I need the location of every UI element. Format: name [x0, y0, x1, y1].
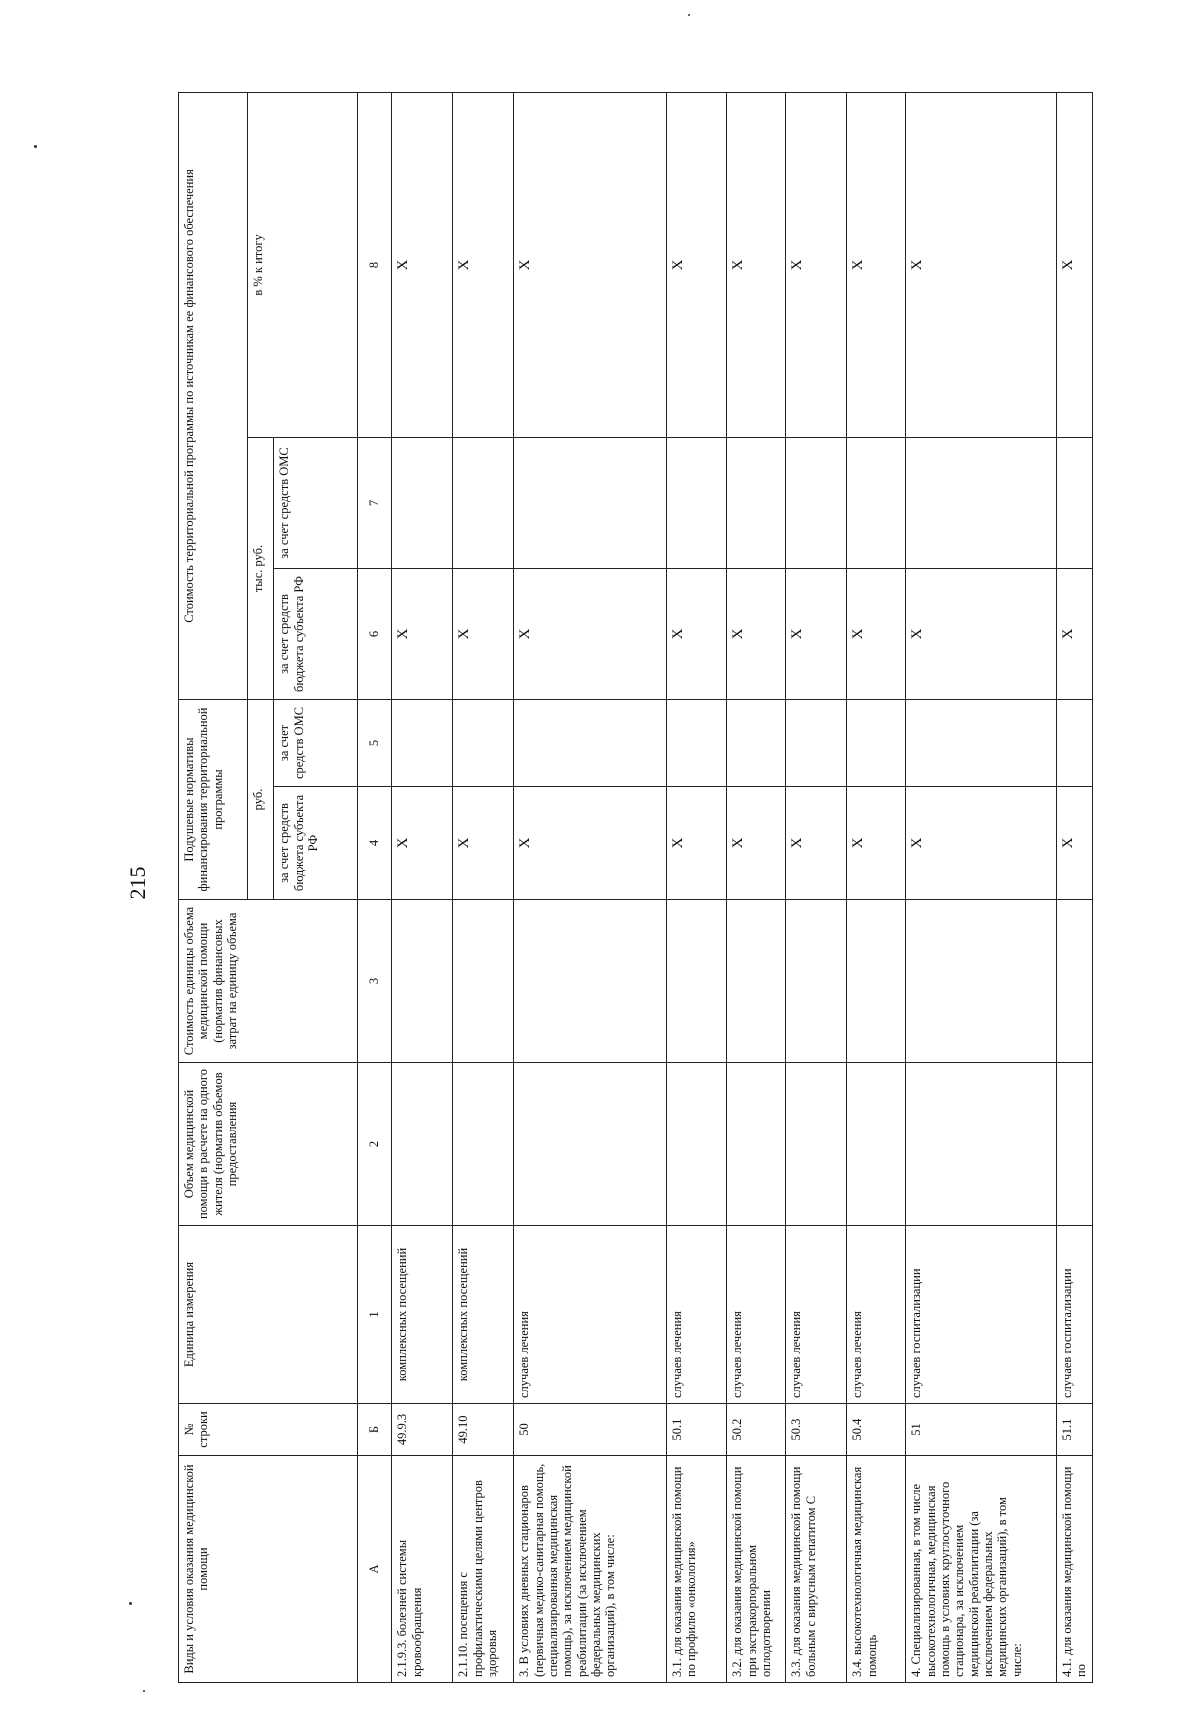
row-budget-rub-cell: X: [786, 787, 847, 900]
scan-speck: [143, 1690, 145, 1692]
row-budget-thous-cell: X: [727, 568, 786, 699]
row-oms-rub-cell: [906, 699, 1056, 786]
header-rub: руб.: [248, 699, 274, 899]
row-unit-cell: случаев госпитализации: [1056, 1226, 1092, 1404]
column-number: 2: [357, 1063, 392, 1226]
header-row-1: [179, 92, 248, 1682]
table-row: [727, 92, 786, 1682]
row-percent-cell: X: [514, 92, 666, 437]
row-type-cell: 4.1. для оказания медицинской помощи по: [1056, 1456, 1092, 1683]
row-percent-cell: X: [666, 92, 727, 437]
row-unit-cost-cell: [786, 900, 847, 1063]
row-volume-cell: [392, 1063, 453, 1226]
row-unit-cost-cell: [392, 900, 453, 1063]
row-budget-rub-cell: X: [727, 787, 786, 900]
row-volume-cell: [786, 1063, 847, 1226]
row-oms-thous-cell: [666, 437, 727, 568]
table-row: [906, 92, 1056, 1682]
table-row: [514, 92, 666, 1682]
row-oms-rub-cell: [392, 699, 453, 786]
header-col-8: в % к итогу: [248, 92, 358, 437]
row-oms-rub-cell: [1056, 699, 1092, 786]
row-budget-thous-cell: X: [906, 568, 1056, 699]
row-budget-rub-cell: X: [906, 787, 1056, 900]
row-percent-cell: X: [1056, 92, 1092, 437]
row-budget-thous-cell: X: [666, 568, 727, 699]
row-volume-cell: [453, 1063, 514, 1226]
row-percent-cell: X: [727, 92, 786, 437]
row-number-cell: 50.3: [786, 1404, 847, 1456]
row-number-cell: 49.10: [453, 1404, 514, 1456]
row-unit-cost-cell: [727, 900, 786, 1063]
header-col-6: за счет средств бюджета субъекта РФ: [274, 568, 357, 699]
row-percent-cell: X: [906, 92, 1056, 437]
row-oms-thous-cell: [514, 437, 666, 568]
row-unit-cell: комплексных посещений: [453, 1226, 514, 1404]
row-oms-thous-cell: [847, 437, 906, 568]
row-budget-thous-cell: X: [514, 568, 666, 699]
row-budget-rub-cell: X: [514, 787, 666, 900]
row-budget-rub-cell: X: [847, 787, 906, 900]
header-thous-rub: тыс. руб.: [248, 437, 274, 699]
row-volume-cell: [666, 1063, 727, 1226]
row-budget-thous-cell: X: [1056, 568, 1092, 699]
column-number-row: [357, 92, 392, 1682]
row-unit-cell: случаев лечения: [514, 1226, 666, 1404]
row-unit-cost-cell: [1056, 900, 1092, 1063]
table-row: [392, 92, 453, 1682]
column-number: 7: [357, 437, 392, 568]
row-type-cell: 3.4. высокотехнологичная медицинская помощь: [847, 1456, 906, 1683]
row-budget-thous-cell: X: [392, 568, 453, 699]
table-row: [1056, 92, 1092, 1682]
row-oms-rub-cell: [786, 699, 847, 786]
row-type-cell: 2.1.10. посещения с профилактическими целями центров здоровья: [453, 1456, 514, 1683]
header-cost-group: Стоимость территориальной программы по источникам ее финансового обеспечения: [179, 92, 248, 699]
row-budget-rub-cell: X: [666, 787, 727, 900]
row-percent-cell: X: [786, 92, 847, 437]
row-oms-thous-cell: [392, 437, 453, 568]
header-col-3: Стоимость единицы объема медицинской помощи (норматив финансовых затрат на единицу объема: [179, 900, 358, 1063]
financing-table: [178, 92, 1093, 1683]
row-volume-cell: [514, 1063, 666, 1226]
row-budget-rub-cell: X: [453, 787, 514, 900]
row-oms-rub-cell: [453, 699, 514, 786]
table-row: [666, 92, 727, 1682]
row-unit-cost-cell: [906, 900, 1056, 1063]
row-unit-cell: случаев лечения: [786, 1226, 847, 1404]
row-oms-rub-cell: [727, 699, 786, 786]
column-number: А: [357, 1456, 392, 1683]
column-number: 4: [357, 787, 392, 900]
header-per-capita-group: Подушевые нормативы финансирования территориальной программы: [179, 699, 248, 899]
row-oms-thous-cell: [786, 437, 847, 568]
column-number: 3: [357, 900, 392, 1063]
table-row: [847, 92, 906, 1682]
header-col-1: Единица измерения: [179, 1226, 358, 1404]
row-unit-cell: случаев лечения: [847, 1226, 906, 1404]
row-budget-thous-cell: X: [453, 568, 514, 699]
row-oms-rub-cell: [847, 699, 906, 786]
row-volume-cell: [847, 1063, 906, 1226]
row-number-cell: 49.9.3: [392, 1404, 453, 1456]
page-number: 215: [125, 866, 150, 900]
scan-speck: [129, 1602, 132, 1605]
row-volume-cell: [727, 1063, 786, 1226]
row-type-cell: 3. В условиях дневных стационаров (первичная медико-санитарная помощь, специализированная медицинская помощь), за исключением медицинской реабилитации (за исключением федеральных медицинских организаций), в том числе:: [514, 1456, 666, 1683]
row-unit-cell: случаев лечения: [727, 1226, 786, 1404]
row-number-cell: 50.1: [666, 1404, 727, 1456]
row-unit-cell: случаев госпитализации: [906, 1226, 1056, 1404]
row-number-cell: 50.4: [847, 1404, 906, 1456]
row-oms-thous-cell: [453, 437, 514, 568]
row-number-cell: 50.2: [727, 1404, 786, 1456]
row-number-cell: 50: [514, 1404, 666, 1456]
header-col-2: Объем медицинской помощи в расчете на одного жителя (норматив объемов предоставления: [179, 1063, 358, 1226]
row-oms-thous-cell: [1056, 437, 1092, 568]
row-budget-thous-cell: X: [847, 568, 906, 699]
row-percent-cell: X: [392, 92, 453, 437]
row-volume-cell: [1056, 1063, 1092, 1226]
row-number-cell: 51.1: [1056, 1404, 1092, 1456]
row-type-cell: 3.3. для оказания медицинской помощи больным с вирусным гепатитом С: [786, 1456, 847, 1683]
header-col-7: за счет средств ОМС: [274, 437, 357, 568]
row-type-cell: 2.1.9.3. болезней системы кровообращения: [392, 1456, 453, 1683]
row-unit-cost-cell: [847, 900, 906, 1063]
row-budget-rub-cell: X: [392, 787, 453, 900]
rotated-table-container: [178, 93, 1093, 1683]
column-number: 1: [357, 1226, 392, 1404]
scan-speck: [688, 14, 690, 16]
table-row: [453, 92, 514, 1682]
column-number: 6: [357, 568, 392, 699]
row-unit-cost-cell: [514, 900, 666, 1063]
row-number-cell: 51: [906, 1404, 1056, 1456]
row-budget-rub-cell: X: [1056, 787, 1092, 900]
column-number: Б: [357, 1404, 392, 1456]
header-col-b: № строки: [179, 1404, 358, 1456]
row-volume-cell: [906, 1063, 1056, 1226]
scan-speck: [34, 145, 37, 148]
row-unit-cost-cell: [453, 900, 514, 1063]
row-oms-rub-cell: [514, 699, 666, 786]
row-type-cell: 3.2. для оказания медицинской помощи при экстракорпоральном оплодотворении: [727, 1456, 786, 1683]
row-type-cell: 3.1. для оказания медицинской помощи по профилю «онкология»: [666, 1456, 727, 1683]
header-col-a: Виды и условия оказания медицинской помощи: [179, 1456, 358, 1683]
row-oms-thous-cell: [906, 437, 1056, 568]
header-col-5: за счет средств ОМС: [274, 699, 357, 786]
row-oms-rub-cell: [666, 699, 727, 786]
row-percent-cell: X: [453, 92, 514, 437]
row-oms-thous-cell: [727, 437, 786, 568]
row-type-cell: 4. Специализированная, в том числе высокотехнологичная, медицинская помощь в условиях круглосуточного стационара, за исключением медицинской реабилитации (за исключением федеральных медицинских организаций), в том числе:: [906, 1456, 1056, 1683]
row-unit-cell: случаев лечения: [666, 1226, 727, 1404]
column-number: 8: [357, 92, 392, 437]
header-col-4: за счет средств бюджета субъекта РФ: [274, 787, 357, 900]
row-percent-cell: X: [847, 92, 906, 437]
row-budget-thous-cell: X: [786, 568, 847, 699]
row-unit-cell: комплексных посещений: [392, 1226, 453, 1404]
column-number: 5: [357, 699, 392, 786]
row-unit-cost-cell: [666, 900, 727, 1063]
table-row: [786, 92, 847, 1682]
